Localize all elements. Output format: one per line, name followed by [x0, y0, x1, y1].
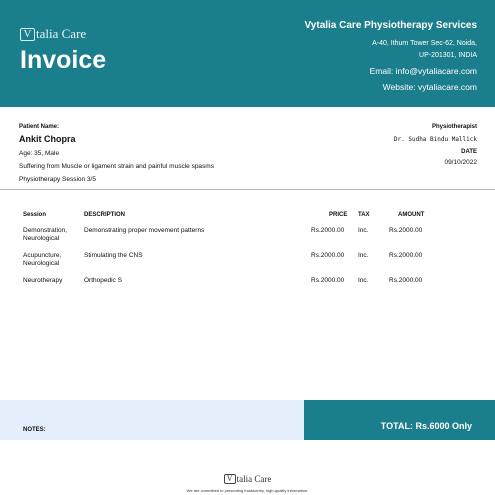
row2-amount: Rs.2000.00 — [389, 252, 423, 259]
header-price: PRICE — [329, 212, 348, 218]
logo-v-icon: V — [20, 28, 35, 41]
date-label: DATE — [461, 149, 477, 155]
company-website: Website: vytaliacare.com — [382, 82, 477, 92]
total-band — [304, 400, 495, 440]
physiotherapist-name: Dr. Sudha Bindu Mallick — [393, 136, 477, 143]
physiotherapist-label: Physiotherapist — [431, 124, 477, 130]
invoice-header — [0, 0, 495, 107]
row3-price: Rs.2000.00 — [311, 277, 345, 284]
row1-session-line2: Neurological — [23, 235, 60, 242]
notes-band — [0, 400, 304, 440]
header-tax: TAX — [358, 212, 370, 218]
invoice-total: TOTAL: Rs.6000 Only — [380, 421, 472, 431]
footer-tagline: We are committed to presenting trustworthy, high-quality information. — [186, 488, 309, 493]
footer-logo-v-icon: V — [224, 474, 236, 484]
row1-amount: Rs.2000.00 — [389, 227, 423, 234]
company-name: Vytalia Care Physiotherapy Services — [304, 20, 477, 31]
row2-session-line1: Acupuncture, — [23, 252, 62, 259]
patient-info — [19, 124, 299, 183]
footer-logo-text: talia Care — [236, 474, 272, 484]
row3-description: Orthopedic S — [84, 277, 122, 284]
row3-session-line1: Neurotherapy — [23, 277, 63, 284]
patient-session: Physiotherapy Session 3/5 — [19, 176, 96, 183]
row2-tax: Inc. — [358, 252, 369, 259]
header-session: Session — [23, 212, 47, 218]
row2-description: Stimulating the CNS — [84, 252, 143, 259]
footer-logo — [0, 474, 495, 484]
patient-age: Age: 35, Male — [19, 150, 60, 157]
header-amount: AMOUNT — [398, 212, 425, 218]
company-email: Email: info@vytaliacare.com — [369, 66, 477, 76]
patient-condition: Suffering from Muscle or ligament strain and painful muscle spasms — [19, 163, 214, 170]
company-address-line1: A-40, Ithum Tower Sec-62, Noida, — [372, 40, 477, 47]
brand-logo — [20, 26, 86, 42]
patient-name-label: Patient Name: — [19, 124, 60, 130]
row3-tax: Inc. — [358, 277, 369, 284]
page-title: Invoice — [20, 46, 107, 74]
row1-description: Demonstrating proper movement patterns — [84, 227, 205, 234]
row1-session-line1: Demonstration, — [23, 227, 68, 234]
invoice-date: 09/10/2022 — [444, 159, 477, 166]
row2-session-line2: Neurological — [23, 260, 60, 267]
company-address-line2: UP-201301, INDIA — [419, 52, 477, 59]
row1-tax: Inc. — [358, 227, 369, 234]
physiotherapist-info — [277, 124, 477, 166]
section-divider — [0, 189, 495, 190]
row1-price: Rs.2000.00 — [311, 227, 345, 234]
notes-label: NOTES: — [23, 427, 46, 433]
row2-price: Rs.2000.00 — [311, 252, 345, 259]
header-description: DESCRIPTION — [84, 212, 126, 218]
logo-text: talia Care — [36, 26, 87, 41]
company-info — [217, 20, 477, 92]
row3-amount: Rs.2000.00 — [389, 277, 423, 284]
patient-name: Ankit Chopra — [19, 134, 76, 144]
